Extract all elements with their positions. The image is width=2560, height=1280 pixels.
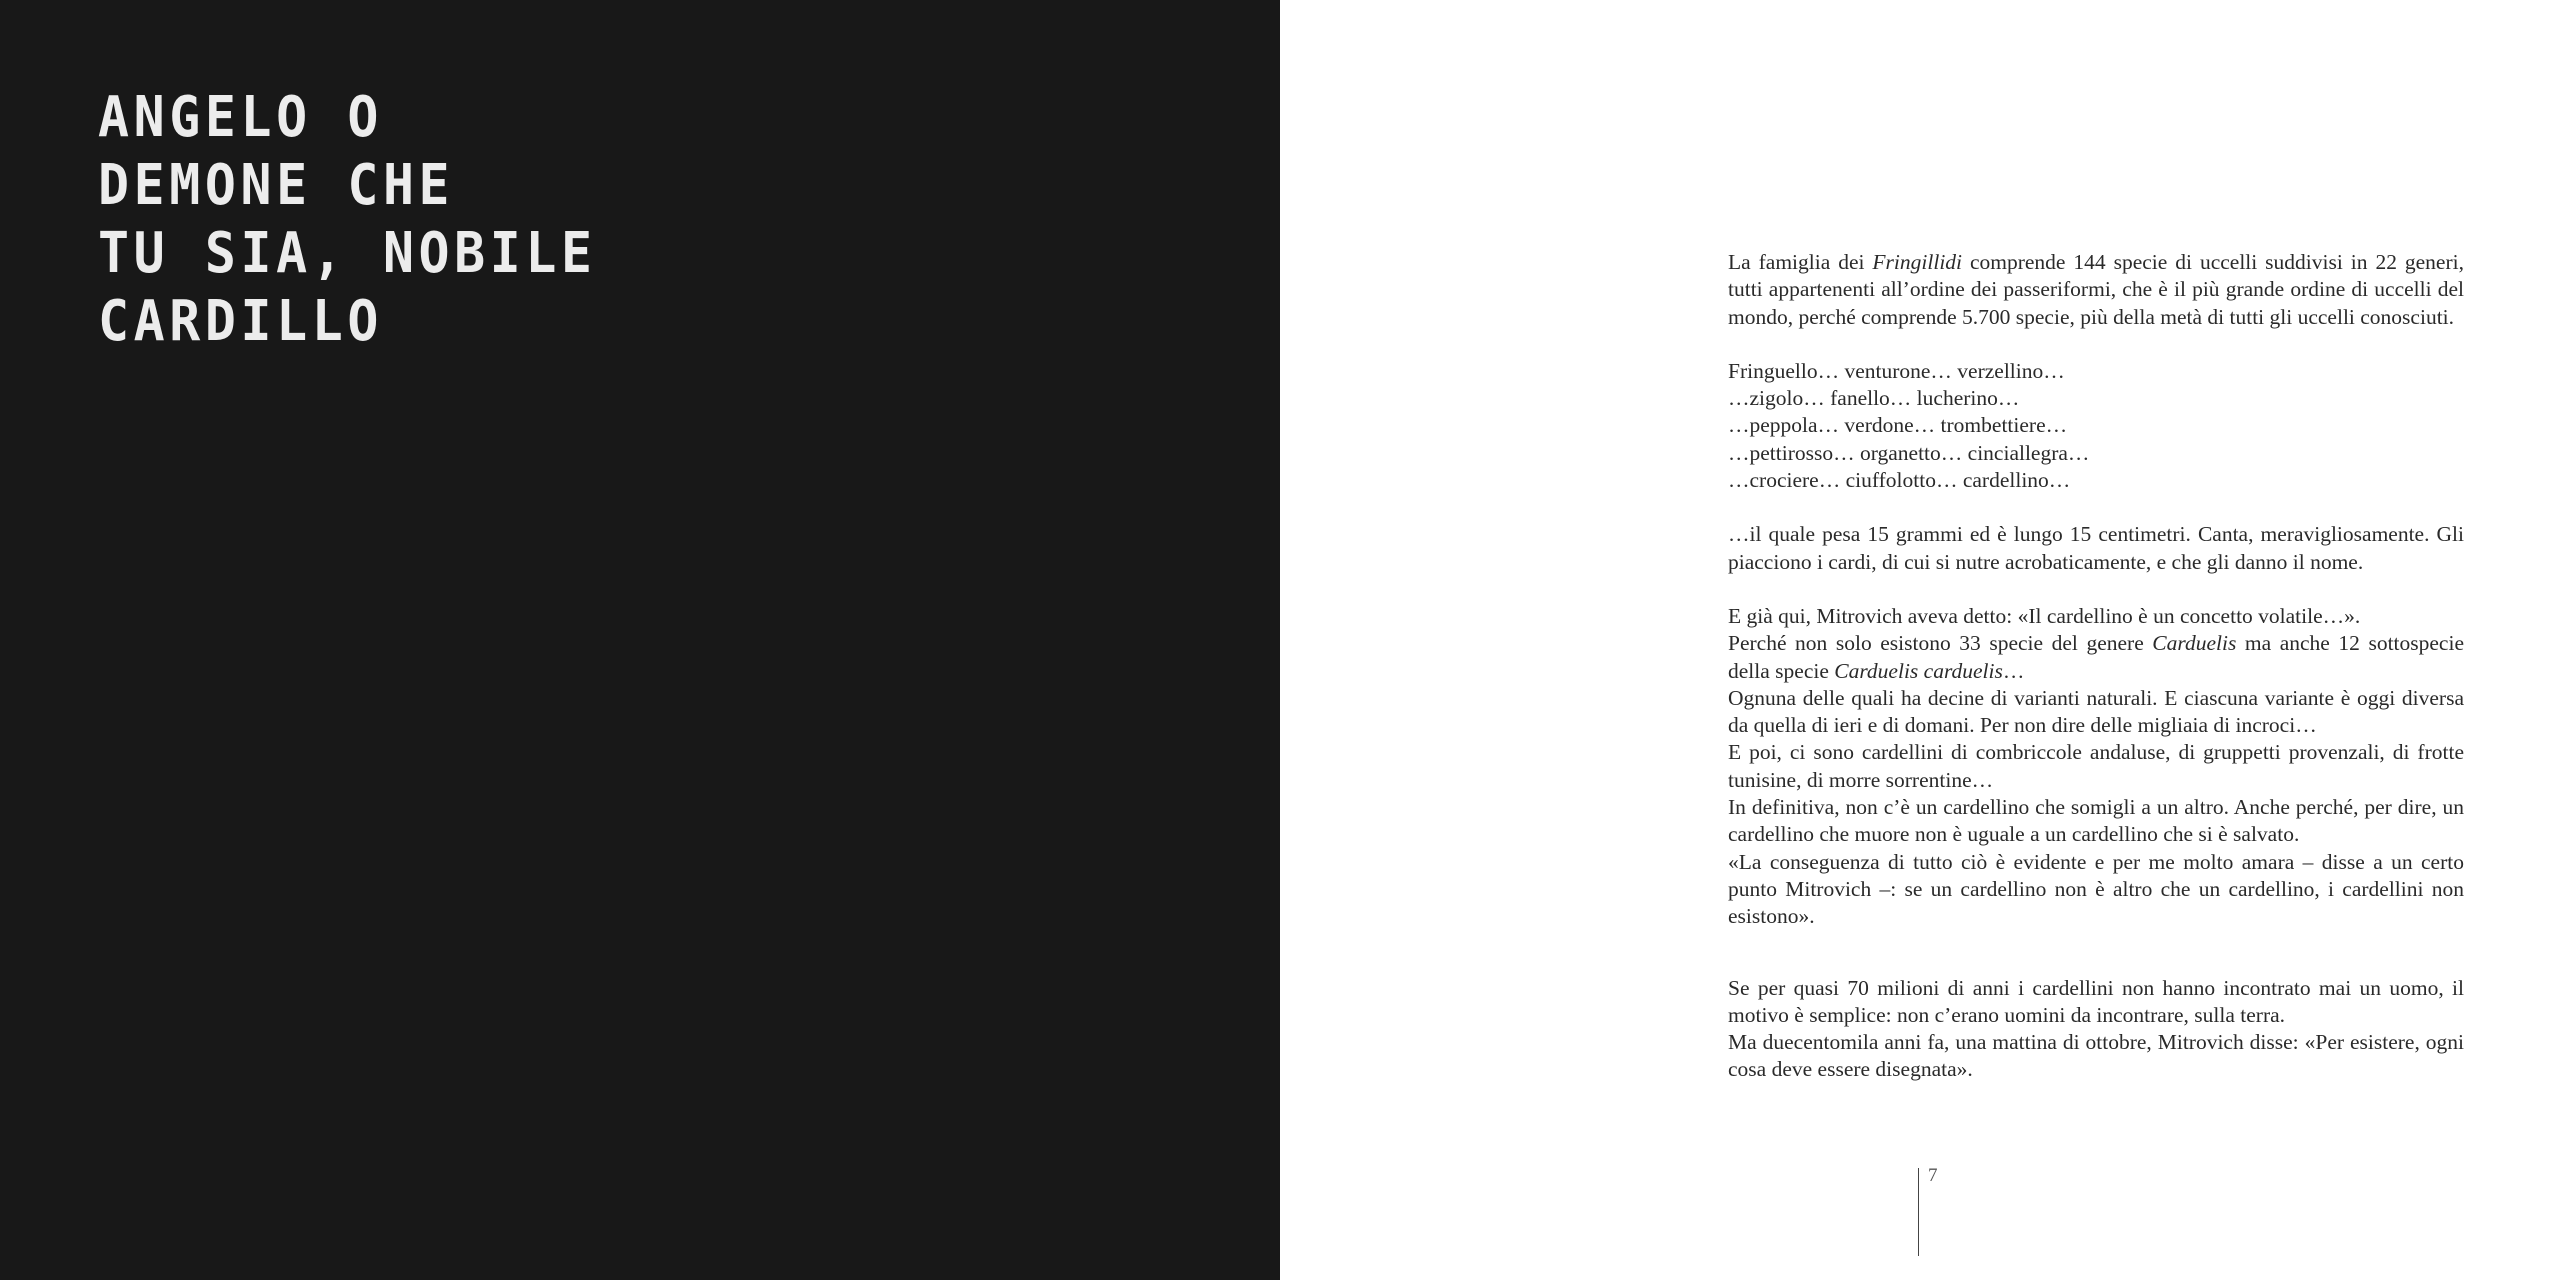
page-number-rule [1918,1168,1919,1256]
paragraph: E già qui, Mitrovich aveva detto: «Il cardellino è un concetto volatile…». [1728,603,2361,628]
chapter-title-line: CARDILLO [98,289,383,354]
paragraph: «La conseguenza di tutto ciò è evidente e per me molto amara – disse a un certo punto Mitrovich –: se un cardellino non è altro che un cardellino, i cardellini non esistono». [1728,849,2464,929]
paragraph: Ognuna delle quali ha decine di varianti naturali. E ciascuna variante è oggi diversa da quella di ieri e di domani. Per non dire delle migliaia di incroci… [1728,685,2464,738]
bird-list-line: …peppola… verdone… trombettiere… [1728,413,2068,438]
italic-term: Carduelis carduelis [1834,658,2003,683]
paragraph: In definitiva, non c’è un cardellino che somigli a un altro. Anche perché, per dire, un cardellino che muore non è uguale a un cardellino che si è salvato. [1728,795,2464,847]
chapter-title-line: TU SIA, NOBILE [98,221,597,286]
paragraph: …il quale pesa 15 grammi ed è lungo 15 centimetri. Canta, meravigliosamente. Gli piacciono i cardi, di cui si nutre acrobaticamente, e che gli danno il nome. [1728,522,2464,574]
chapter-title [98,84,597,356]
body-text [1728,249,2464,1084]
right-page [1280,0,2560,1280]
bird-list-line: …crociere… ciuffolotto… cardellino… [1728,468,2071,493]
italic-term: Carduelis [2152,631,2237,656]
page-number: 7 [1928,1165,1938,1186]
bird-list-line: …zigolo… fanello… lucherino… [1728,386,2020,411]
paragraph: Ma duecentomila anni fa, una mattina di ottobre, Mitrovich disse: «Per esistere, ogni cosa deve essere disegnata». [1728,1030,2464,1082]
paragraph: E poi, ci sono cardellini di combriccole andaluse, di gruppetti provenzali, di frotte tunisine, di morre sorrentine… [1728,740,2464,792]
chapter-title-line: DEMONE CHE [98,153,455,218]
bird-list [1728,358,2464,494]
paragraph: La famiglia dei Fringillidi comprende 144 specie di uccelli suddivisi in 22 generi, tutti appartenenti all’ordine dei passeriformi, che è il più grande ordine di uccelli del mondo, perché comprende 5.700 specie, più della metà di tutti gli uccelli conosciuti. [1728,250,2464,329]
bird-list-line: …pettirosso… organetto… cinciallegra… [1728,440,2090,465]
chapter-title-line: ANGELO O [98,85,383,150]
italic-term: Fringillidi [1872,250,1963,274]
paragraph: Perché non solo esistono 33 specie del genere Carduelis ma anche 12 sottospecie della specie Carduelis carduelis… [1728,631,2464,683]
bird-list-line: Fringuello… venturone… verzellino… [1728,358,2065,383]
paragraph: Se per quasi 70 milioni di anni i cardellini non hanno incontrato mai un uomo, il motivo è semplice: non c’erano uomini da incontrare, sulla terra. [1728,975,2464,1027]
